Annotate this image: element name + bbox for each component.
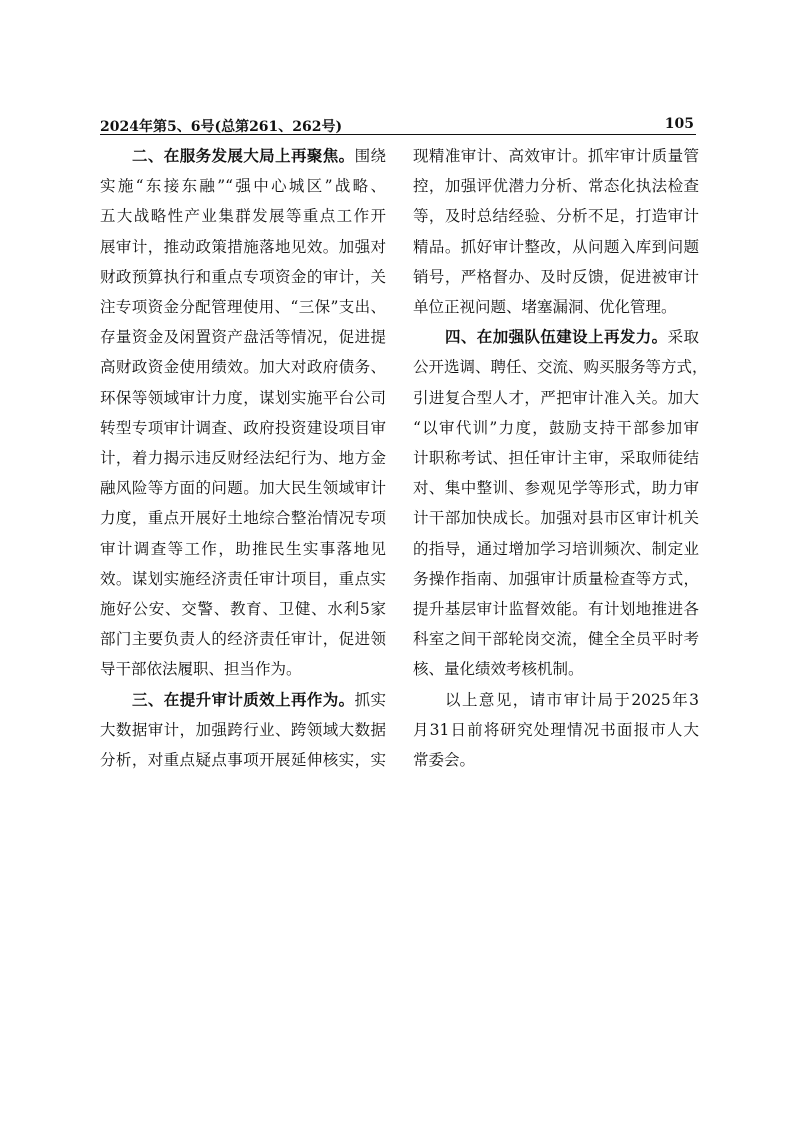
text-line: 三、在提升审计质效上再作为。抓实 (132, 689, 386, 709)
text-line: 计干部加快成长。加强对县市区审计机关 (413, 509, 699, 528)
text-line: 核、量化绩效考核机制。 (413, 660, 584, 679)
text-line: 五大战略性产业集群发展等重点工作开 (100, 207, 386, 226)
text-line: 实施“东接东融”“强中心城区”战略、 (100, 177, 386, 196)
text-line: 对、集中整训、参观见学等形式，助力审 (413, 479, 699, 498)
running-header (100, 116, 696, 134)
text-line: 提升基层审计监督效能。有计划地推进各 (413, 600, 699, 619)
text-line: 存量资金及闲置资产盘活等情况，促进提 (100, 328, 386, 347)
text-line: 的指导，通过增加学习培训频次、制定业 (413, 539, 699, 558)
text-line: 高财政资金使用绩效。加大对政府债务、 (100, 358, 386, 377)
text-line: 效。谋划实施经济责任审计项目，重点实 (100, 569, 386, 588)
text-line: 展审计，推动政策措施落地见效。加强对 (100, 237, 386, 256)
text-line: 二、在服务发展大局上再聚焦。围绕 (132, 146, 386, 165)
text-line: 单位正视问题、堵塞漏洞、优化管理。 (413, 298, 677, 317)
text-line: 注专项资金分配管理使用、“三保”支出、 (100, 298, 386, 317)
issue-info: 2024年第5、6号(总第261、262号) (100, 119, 343, 135)
text-line: 控，加强评优潜力分析、常态化执法检查 (413, 177, 699, 196)
text-line: 计，着力揭示违反财经法纪行为、地方金 (100, 449, 386, 468)
section-three-paragraph (100, 685, 386, 776)
page-number: 105 (664, 116, 694, 132)
text-line: 大数据审计，加强跨行业、跨领域大数据 (100, 720, 386, 739)
text-line: 导干部依法履职、担当作为。 (100, 660, 302, 679)
section-four-paragraph (413, 322, 708, 684)
closing-paragraph (413, 685, 699, 776)
text-line: “以审代训”力度，鼓励支持干部参加审 (413, 418, 699, 437)
text-line: 分析，对重点疑点事项开展延伸核实，实 (100, 751, 386, 770)
section-four-heading: 四、在加强队伍建设上再发力。 (445, 327, 668, 347)
text-line: 力度，重点开展好土地综合整治情况专项 (100, 509, 386, 528)
text-line: 计职称考试、担任审计主审，采取师徒结 (413, 449, 699, 468)
text-line: 部门主要负责人的经济责任审计，促进领 (100, 630, 386, 649)
text-line: 月31日前将研究处理情况书面报市人大 (413, 720, 699, 739)
text-line: 以上意见，请市审计局于2025年3 (445, 690, 699, 709)
text-line: 四、在加强队伍建设上再发力。采取 (445, 327, 699, 347)
right-column (413, 141, 708, 775)
text-line: 现精准审计、高效审计。抓牢审计质量管 (413, 147, 699, 165)
text-line: 常委会。 (413, 751, 476, 770)
section-three-heading: 三、在提升审计质效上再作为。 (132, 689, 355, 709)
section-three-continued (413, 141, 699, 322)
text-line: 引进复合型人才，严把审计准入关。加大 (413, 388, 699, 407)
left-column (100, 141, 386, 775)
text-line: 施好公安、交警、教育、卫健、水利5家 (100, 600, 386, 619)
text-line: 科室之间干部轮岗交流，健全全员平时考 (413, 630, 699, 649)
text-line: 销号，严格督办、及时反馈，促进被审计 (413, 267, 699, 286)
text-line: 务操作指南、加强审计质量检查等方式， (413, 569, 699, 588)
text-line: 财政预算执行和重点专项资金的审计，关 (100, 267, 386, 286)
text-line: 审计调查等工作，助推民生实事落地见 (100, 539, 386, 558)
text-line: 精品。抓好审计整改，从问题入库到问题 (413, 237, 699, 256)
section-two-heading: 二、在服务发展大局上再聚焦。 (132, 146, 355, 165)
header-rule (100, 134, 696, 135)
text-line: 转型专项审计调查、政府投资建设项目审 (100, 418, 386, 437)
text-line: 融风险等方面的问题。加大民生领域审计 (100, 479, 386, 498)
text-line: 等，及时总结经验、分析不足，打造审计 (413, 207, 699, 226)
text-line: 公开选调、聘任、交流、购买服务等方式， (413, 358, 708, 377)
section-two-paragraph (100, 141, 386, 685)
text-line: 环保等领域审计力度，谋划实施平台公司 (100, 388, 386, 407)
